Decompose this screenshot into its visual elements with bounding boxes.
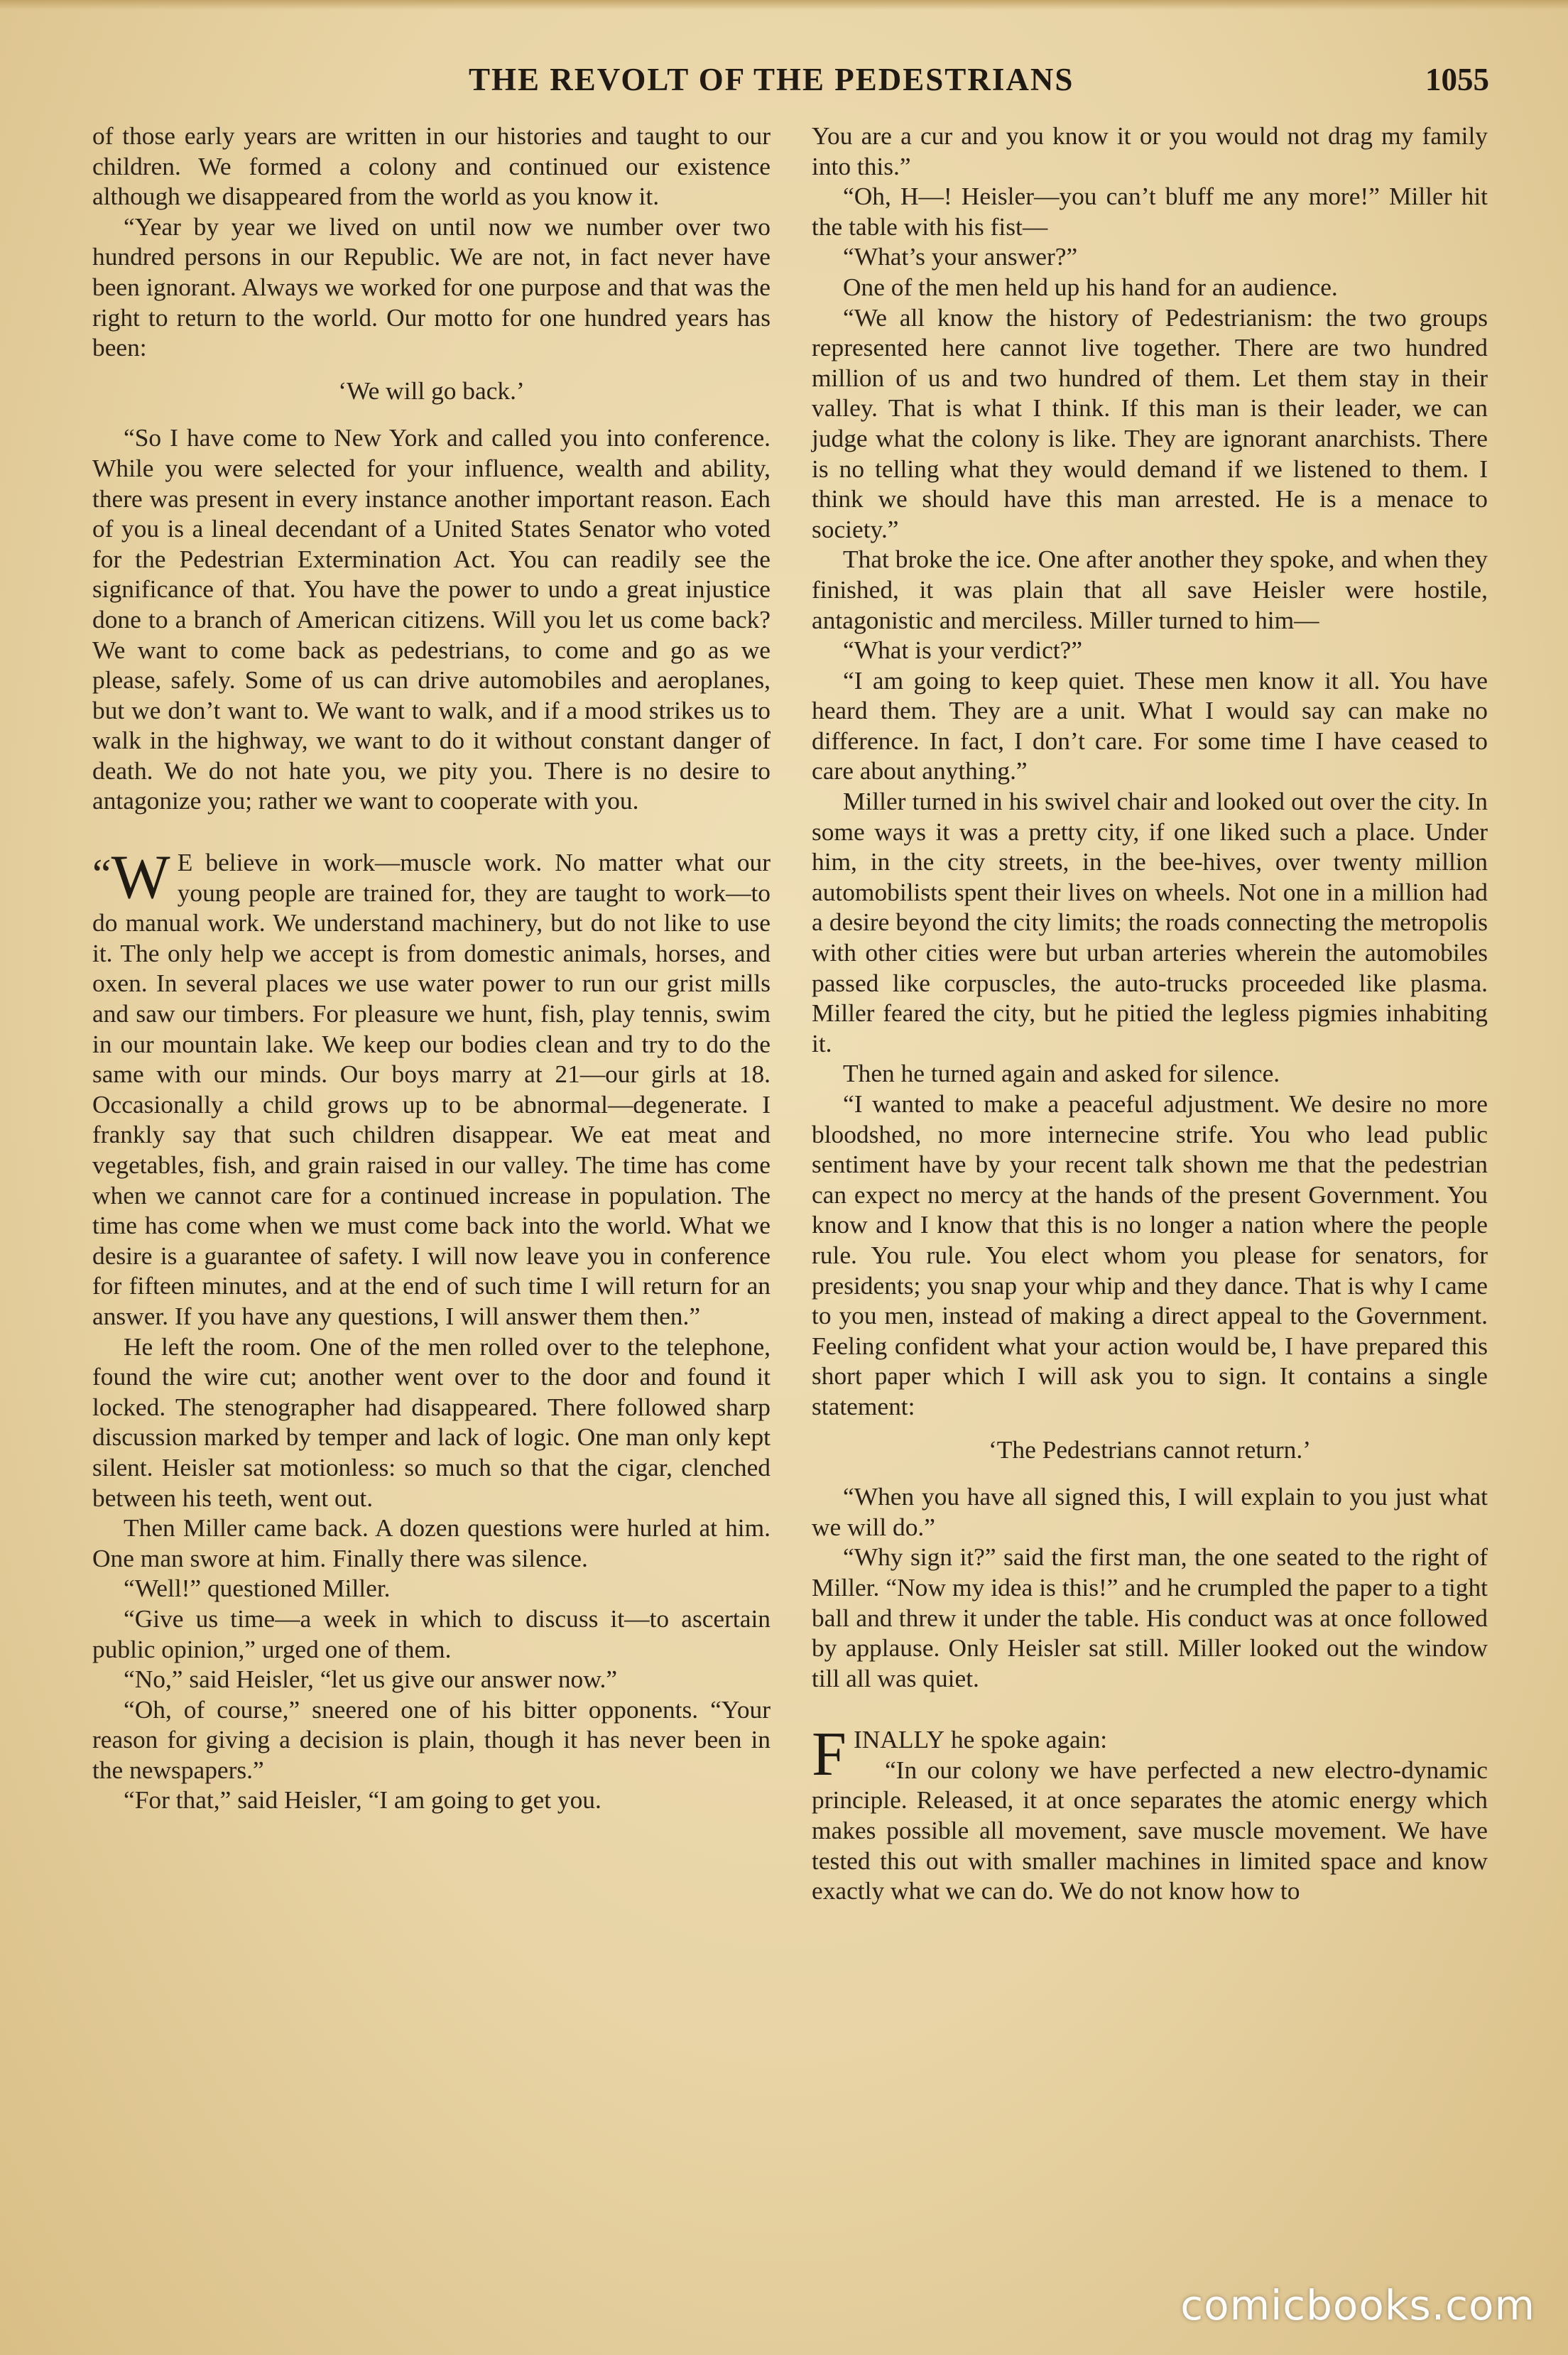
paragraph-text: E believe in work—muscle work. No matter what our young people are trained for, they are taught to work—to do manual work. We understand machinery, but do not like to use it. The only help we accept is from domestic animals, horses, and oxen. In several places we use water power to run our grist mills and saw our timbers. For pleasure we hunt, fish, play tennis, swim in our mountain lake. We keep our bodies clean and try to do the same with our minds. Our boys marry at 21—our girls at 18. Occasionally a child grows up to be abnormal—degenerate. I frankly say that such children disappear. We eat meat and vegetables, fish, and grain raised in our valley. The time has come when we cannot care for a continued increase in population. The time has come when we must come back into the world. What we desire is a guarantee of safety. I will now leave you in conference for fifteen minutes, and at the end of such time I will return for an answer. If you have any questions, I will answer them then.” [92,848,771,1330]
drop-cap-paragraph [92,843,771,1332]
drop-quote: “ [92,851,111,898]
paragraph: “We all know the history of Pedestrianism: the two groups represented here cannot live together. There are two hundred million of us and two hundred of them. Let them stay in their valley. That is what I think. If this man is their leader, we can judge what the colony is like. They are ignorant anarchists. There is no telling what they would demand if we listened to them. I think we should have this man arrested. He is a menace to society.” [812,303,1488,543]
drop-cap: F [812,1720,846,1790]
page-edge-shadow [0,0,1568,10]
paragraph: “Why sign it?” said the first man, the one seated to the right of Miller. “Now my idea is this!” and he crumpled the paper to a tight ball and threw it under the table. His conduct was at once followed by applause. Only Heisler sat still. Miller looked out the window till all was quiet. [812,1543,1488,1692]
paragraph: “What is your verdict?” [843,636,1083,665]
paragraph: “Oh, of course,” sneered one of his bitter opponents. “Your reason for giving a decision is plain, though it has never been in the newspapers.” [92,1695,771,1784]
paragraph: One of the men held up his hand for an audience. [843,272,1338,301]
paragraph: “Oh, H—! Heisler—you can’t bluff me any more!” Miller hit the table with his fist— [812,182,1488,241]
paragraph: “So I have come to New York and called you into conference. While you were selected for your influence, wealth and ability, there was present in every instance another important reason. Each of you is a lineal decendant of a United States Senator who voted for the Pedestrian Extermination Act. You can readily see the significance of that. You have the power to undo a great injustice done to a branch of American citizens. Will you let us come back? We want to come back as pedestrians, to come and go as we please, safely. Some of us can drive automobiles and aeroplanes, but we don’t want to. We want to walk, and if a mood strikes us to walk in the highway, we want to do it without constant danger of death. We do not hate you, we pity you. There is no desire to antagonize you; rather we want to cooperate with you. [92,423,771,815]
paragraph-text: he spoke again: [944,1725,1108,1754]
paragraph: Miller turned in his swivel chair and looked out over the city. In some ways it was a pretty city, if one liked such a place. Under him, in the city streets, in the bee-hives, over twenty million automobilists spent their lives on wheels. Not one in a million had a desire beyond the city limits; the roads connecting the metropolis with other cities were but urban arteries wherein the automobiles passed like corpuscles, the auto-trucks proceeded like plasma. Miller feared the city, but he pitied the legless pigmies inhabiting it. [812,787,1488,1057]
drop-cap: W [111,843,170,913]
paragraph: of those early years are written in our histories and taught to our children. We formed a colony and continued our existence although we disappeared from the world as you know it. [92,121,771,211]
paragraph: “Give us time—a week in which to discuss it—to ascertain public opinion,” urged one of them. [92,1604,771,1663]
paragraph: He left the room. One of the men rolled over to the telephone, found the wire cut; another went over to the door and found it locked. The stenographer had disappeared. There followed sharp discussion marked by temper and lack of logic. One man only kept silent. Heisler sat motionless: so much so that the cigar, clenched between his teeth, went out. [92,1332,771,1512]
motto: ‘We will go back.’ [338,376,525,405]
paragraph: “I am going to keep quiet. These men know it all. You have heard them. They are a unit. What I would say can make no difference. In fact, I don’t care. For some time I have ceased to care about anything.” [812,665,1488,785]
running-title: THE REVOLT OF THE PEDESTRIANS [469,62,1074,97]
paragraph: You are a cur and you know it or you would not drag my family into this.” [812,121,1488,180]
right-column [812,121,1488,1906]
page-number: 1055 [1425,62,1489,97]
statement: ‘The Pedestrians cannot return.’ [988,1435,1311,1464]
paragraph: “For that,” said Heisler, “I am going to get you. [124,1785,601,1815]
left-column [92,121,771,1815]
paragraph: Then Miller came back. A dozen questions were hurled at him. One man swore at him. Finally there was silence. [92,1513,771,1572]
paragraph: “What’s your answer?” [843,242,1078,271]
paragraph: “When you have all signed this, I will explain to you just what we will do.” [812,1482,1488,1541]
paragraph: That broke the ice. One after another they spoke, and when they finished, it was plain that all save Heisler were hostile, antagonistic and merciless. Miller turned to him— [812,545,1488,634]
paragraph: “I wanted to make a peaceful adjustment. We desire no more bloodshed, no more internecine strife. You who lead public sentiment have by your recent talk shown me that the pedestrian can expect no mercy at the hands of the present Government. You know and I know that this is no longer a nation where the people rule. You rule. You elect whom you please for senators, for presidents; you snap your whip and they dance. That is why I came to you men, instead of making a direct appeal to the Government. Feeling confident what your action would be, I have prepared this short paper which I will ask you to sign. It contains a single statement: [812,1089,1488,1420]
small-caps-word: INALLY [853,1725,945,1754]
site-watermark: comicbooks.com [1180,2281,1535,2329]
paragraph: “Year by year we lived on until now we number over two hundred persons in our Republic. We are not, in fact never have been ignorant. Always we worked for one purpose and that was the right to return to the world. Our motto for one hundred years has been: [92,212,771,362]
paragraph: “No,” said Heisler, “let us give our answer now.” [124,1665,618,1694]
paragraph: “In our colony we have perfected a new electro-dynamic principle. Released, it at once separates the atomic energy which makes possible all movement, save muscle movement. We have tested this out with smaller machines in limited space and know exactly what we can do. We do not know how to [812,1755,1488,1905]
page-header [0,61,1568,104]
paragraph: “Well!” questioned Miller. [124,1574,391,1603]
paragraph: Then he turned again and asked for silence. [843,1059,1280,1088]
drop-cap-paragraph [812,1720,1488,1790]
